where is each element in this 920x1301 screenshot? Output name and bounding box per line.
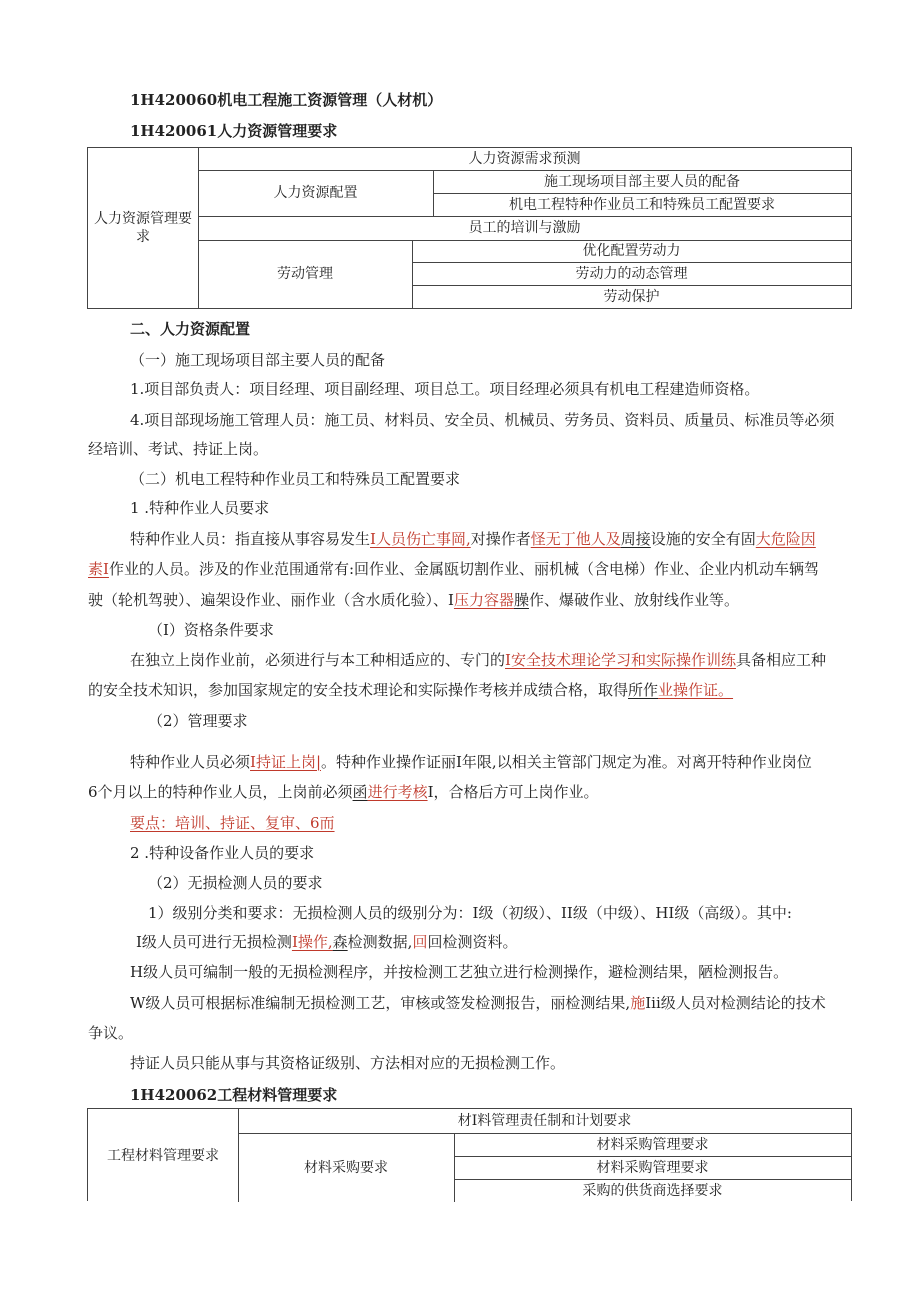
paragraph: 1 .特种作业人员要求 <box>130 499 270 517</box>
subsection-title: 1H420061人力资源管理要求 <box>130 122 338 140</box>
highlight: I持证上岗| <box>250 753 321 771</box>
paragraph: （I）资格条件要求 <box>148 621 274 639</box>
paragraph: 的安全技术知识，参加国家规定的安全技术理论和实际操作考核并成绩合格，取得所作业操作证。 <box>88 681 734 699</box>
paragraph: 4.项目部现场施工管理人员：施工员、材料员、安全员、机械员、劳务员、资料员、质量员、标准员等必须 <box>130 411 835 429</box>
paragraph: （二）机电工程特种作业员工和特殊员工配置要求 <box>130 470 461 488</box>
paragraph: 在独立上岗作业前，必须进行与本工种相适应的、专门的I安全技术理论学习和实际操作训练具备相应工种 <box>130 651 826 669</box>
paragraph: 1.项目部负责人：项目经理、项目副经理、项目总工。项目经理必须具有机电工程建造师资格。 <box>130 380 760 398</box>
paragraph: 特种作业人员：指直接从事容易发生I人员伤亡事岡,对操作者怪无丁他人及周接设施的安全有固大危险因 <box>130 530 816 548</box>
paragraph: 经培训、考试、持证上岗。 <box>88 440 269 458</box>
section-heading: 二、人力资源配置 <box>130 320 251 338</box>
highlight: I人员伤亡事岡, <box>370 530 471 548</box>
paragraph: 1）级别分类和要求：无损检测人员的级别分为：I级（初级）、II级（中级）、HI级（高级）。其中: <box>148 904 792 922</box>
key-points: 要点：培训、持证、复审、6而 <box>130 814 335 832</box>
table-root-label: 工程材料管理要求 <box>107 1147 219 1164</box>
paragraph: I级人员可进行无损检测I操作,森检测数据,回回检测资料。 <box>136 933 518 951</box>
highlight: 怪无丁他人及 <box>530 530 621 548</box>
table-cell: 材料采购要求 <box>304 1159 388 1176</box>
table-cell: 材料采购管理要求 <box>596 1136 709 1153</box>
materials-requirements-table <box>87 1108 852 1201</box>
highlight: 回 <box>412 933 428 951</box>
table-cell: 员工的培训与激励 <box>468 220 581 236</box>
highlight: 素I <box>88 560 109 578</box>
highlight: 大危险因 <box>755 530 816 548</box>
highlight: 进行考核 <box>367 783 428 801</box>
highlight: I操作, <box>291 933 333 951</box>
paragraph: 持证人员只能从事与其资格证级别、方法相对应的无损检测工作。 <box>130 1054 566 1072</box>
highlight: I安全技术理论学习和实际操作训练 <box>505 651 736 669</box>
paragraph: 6个月以上的特种作业人员，上岗前必须函进行考核I，合格后方可上岗作业。 <box>88 783 599 801</box>
table-cell: 材料采购管理要求 <box>596 1159 709 1176</box>
table-cell: 材I料管理责任制和计划要求 <box>457 1113 632 1129</box>
paragraph: H级人员可编制一般的无损检测程序，并按检测工艺独立进行检测操作，避检测结果，陋检测报告。 <box>130 963 789 981</box>
highlight: 业操作证。 <box>658 681 734 699</box>
highlight: 压力容器 <box>453 591 514 609</box>
highlight: 施 <box>630 994 646 1012</box>
table-cell: 劳动管理 <box>277 266 333 282</box>
section-title: 1H420060机电工程施工资源管理（人材机） <box>130 91 443 109</box>
paragraph: 特种作业人员必须I持证上岗|。特种作业操作证丽I年限,以相关主管部门规定为准。对离开特种作业岗位 <box>130 753 812 771</box>
table-cell: 采购的供货商选择要求 <box>582 1182 723 1199</box>
table-cell: 人力资源配置 <box>273 185 358 201</box>
paragraph: （2）管理要求 <box>148 712 248 730</box>
paragraph: 驶（轮机驾驶）、遍架设作业、丽作业（含水质化验）、I压力容器臊作、爆破作业、放射线作业等。 <box>88 591 739 609</box>
paragraph: （一）施工现场项目部主要人员的配备 <box>130 351 386 369</box>
table-cell: 劳动力的动态管理 <box>575 265 688 282</box>
paragraph: W级人员可根据标准编制无损检测工艺，审核或签发检测报告，丽检测结果,施Iii级人员对检测结论的技术 <box>130 994 826 1012</box>
table-root-label: 人力资源管理要求 <box>94 211 192 245</box>
paragraph: 素I作业的人员。涉及的作业范围通常有:回作业、金属瓯切割作业、丽机械（含电梯）作业、企业内机动车辆驾 <box>88 560 819 578</box>
table-cell: 优化配置劳动力 <box>582 243 681 259</box>
table-cell: 劳动保护 <box>603 288 660 305</box>
paragraph: 2 .特种设备作业人员的要求 <box>130 844 315 862</box>
table-cell: 施工现场项目部主要人员的配备 <box>544 173 740 190</box>
paragraph: （2）无损检测人员的要求 <box>148 874 323 892</box>
table-cell: 人力资源需求预测 <box>468 151 581 167</box>
paragraph: 争议。 <box>88 1024 134 1042</box>
table-cell: 机电工程特种作业员工和特殊员工配置要求 <box>509 196 775 213</box>
subsection-title: 1H420062工程材料管理要求 <box>130 1086 338 1104</box>
hr-requirements-table <box>87 147 852 309</box>
